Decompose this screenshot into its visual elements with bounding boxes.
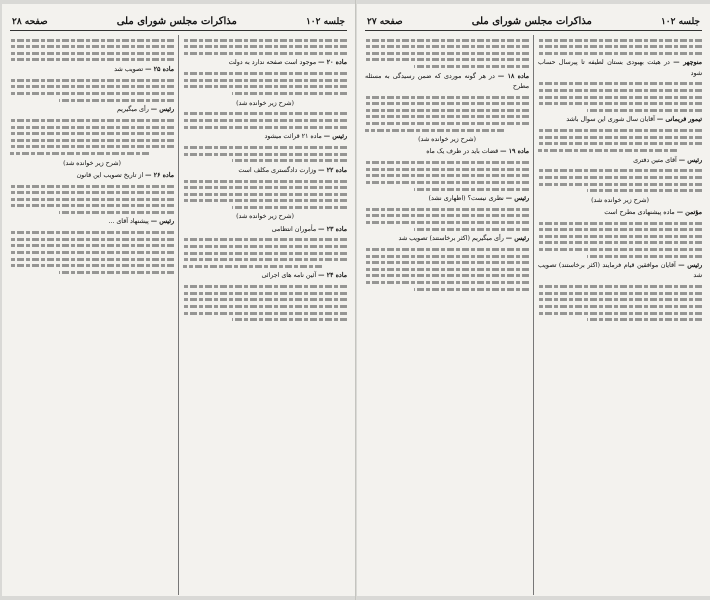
- text-line: [538, 82, 702, 85]
- text-line: [538, 96, 702, 99]
- text-line: [10, 79, 174, 82]
- speech-text: آقای متین دفتری: [633, 156, 677, 164]
- text-line: [365, 129, 504, 132]
- text-line: [365, 214, 529, 217]
- speech-text: نظری نیست؟ (اظهاری نشد): [428, 195, 504, 203]
- text-line: [10, 85, 174, 88]
- text-line: [183, 285, 347, 288]
- session-note: (شرح زیر خوانده شد): [236, 213, 294, 221]
- text-line: [10, 258, 174, 261]
- text-line: [183, 39, 347, 42]
- text-line: [183, 298, 347, 301]
- column-divider: [533, 35, 534, 595]
- text-line: [538, 149, 677, 152]
- text-line: [10, 145, 174, 148]
- speech-text: از تاریخ تصویب این قانون: [76, 171, 144, 179]
- text-columns: [365, 35, 702, 595]
- text-line: [414, 65, 529, 68]
- text-line: [10, 45, 174, 48]
- text-line: [10, 191, 174, 194]
- text-line: [538, 176, 702, 179]
- text-line: [365, 248, 529, 251]
- text-line: [59, 271, 174, 274]
- speaker-label: ماده ۲۰ —: [318, 59, 347, 67]
- text-line: [10, 52, 174, 55]
- text-line: [538, 241, 702, 244]
- speaker-label: ماده ۲۵ —: [145, 65, 174, 73]
- text-line: [10, 251, 174, 254]
- text-line: [365, 161, 529, 164]
- page-gutter: [355, 0, 357, 600]
- speech-text: پیشنهاد آقای ...: [108, 218, 149, 226]
- text-line: [587, 255, 702, 258]
- speaker-label: رئیس —: [323, 133, 347, 141]
- speaker-label: ماده ۲۳ —: [318, 225, 347, 233]
- text-line: [365, 255, 529, 258]
- page-title: مذاکرات مجلس شورای ملی: [471, 16, 592, 27]
- text-line: [365, 52, 529, 55]
- text-line: [183, 292, 347, 295]
- text-line: [538, 136, 702, 139]
- text-line: [10, 264, 174, 267]
- speech-text: وزارت دادگستری مکلف است: [238, 166, 317, 174]
- text-line: [365, 181, 529, 184]
- speech-text: ماده پیشنهادی مطرح است: [604, 208, 675, 216]
- text-line: [414, 288, 529, 291]
- session-label: جلسه ۱۰۲: [305, 17, 345, 27]
- text-line: [183, 186, 347, 189]
- session-note: (شرح زیر خوانده شد): [63, 159, 121, 167]
- column-divider: [178, 35, 179, 595]
- text-line: [538, 169, 702, 172]
- text-line: [183, 45, 347, 48]
- text-line: [365, 96, 529, 99]
- speaker-label: ماده ۲۲ —: [318, 166, 347, 174]
- text-line: [10, 119, 174, 122]
- speech-text: تصویب شد: [114, 65, 144, 73]
- text-line: [232, 206, 347, 209]
- speaker-label: رئیس —: [150, 218, 174, 226]
- text-line: [10, 132, 174, 135]
- text-line: [183, 153, 347, 156]
- speaker-label: ماده ۱۸ —: [497, 72, 529, 80]
- text-line: [183, 72, 347, 75]
- text-line: [365, 221, 529, 224]
- speech-text: آقایان سال شوری این سوال باشد: [566, 116, 655, 124]
- page-header: [365, 10, 702, 31]
- text-line: [183, 199, 347, 202]
- text-line: [365, 261, 529, 264]
- text-line: [10, 185, 174, 188]
- text-line: [538, 142, 702, 145]
- text-line: [183, 112, 347, 115]
- speaker-label: ماده ۲۶ —: [145, 171, 174, 179]
- text-line: [365, 122, 529, 125]
- text-line: [183, 119, 347, 122]
- speaker-label: تیمور فریمانی —: [656, 116, 702, 124]
- speech-text: ماده ۲۱ قرائت میشود: [264, 133, 322, 141]
- text-line: [587, 109, 702, 112]
- text-line: [365, 208, 529, 211]
- text-line: [232, 92, 347, 95]
- text-line: [10, 238, 174, 241]
- speaker-label: رئیس —: [505, 195, 529, 203]
- text-line: [232, 159, 347, 162]
- page-header: [10, 10, 347, 31]
- speech-text: آئین نامه های اجرائی: [261, 272, 317, 280]
- text-columns: [10, 35, 347, 595]
- page-number: صفحه ۲۷: [367, 17, 403, 27]
- text-line: [538, 52, 702, 55]
- text-line: [538, 292, 702, 295]
- text-line: [10, 204, 174, 207]
- text-line: [365, 174, 529, 177]
- text-line: [10, 39, 174, 42]
- text-line: [232, 318, 347, 321]
- text-line: [59, 99, 174, 102]
- text-line: [365, 39, 529, 42]
- text-line: [414, 188, 529, 191]
- text-line: [183, 312, 347, 315]
- text-line: [365, 115, 529, 118]
- column-right: [183, 35, 347, 595]
- speech-text: آقایان موافقین قیام فرمایند (اکثر برخاستند) تصویب شد: [538, 262, 702, 280]
- text-line: [183, 252, 347, 255]
- text-line: [587, 318, 702, 321]
- session-note: (شرح زیر خوانده شد): [591, 196, 649, 204]
- text-line: [538, 102, 702, 105]
- speaker-label: مؤتمن —: [676, 208, 702, 216]
- session-note: (شرح زیر خوانده شد): [236, 99, 294, 107]
- text-line: [365, 109, 529, 112]
- speech-text: در هر گونه موردی که ضمن رسیدگی به مسئله مطرح: [365, 72, 529, 90]
- text-line: [538, 305, 702, 308]
- text-line: [538, 298, 702, 301]
- page-number: صفحه ۲۸: [12, 17, 48, 27]
- speaker-label: رئیس —: [678, 262, 702, 270]
- speaker-label: رئیس —: [150, 106, 174, 114]
- session-label: جلسه ۱۰۲: [660, 17, 700, 27]
- text-line: [414, 228, 529, 231]
- text-line: [538, 89, 702, 92]
- text-line: [10, 244, 174, 247]
- text-line: [538, 129, 702, 132]
- text-line: [365, 58, 529, 61]
- page-title: مذاکرات مجلس شورای ملی: [116, 16, 237, 27]
- text-line: [538, 183, 702, 186]
- text-line: [183, 85, 347, 88]
- text-line: [538, 285, 702, 288]
- text-line: [538, 39, 702, 42]
- text-line: [587, 189, 702, 192]
- text-line: [183, 79, 347, 82]
- text-line: [10, 92, 174, 95]
- text-line: [183, 305, 347, 308]
- text-line: [365, 102, 529, 105]
- speech-text: موجود است صفحه ندارد به دولت: [228, 59, 317, 67]
- text-line: [365, 45, 529, 48]
- column-left: [10, 35, 174, 595]
- text-line: [538, 235, 702, 238]
- text-line: [183, 245, 347, 248]
- text-line: [183, 126, 347, 129]
- page-right: [357, 4, 710, 596]
- text-line: [10, 58, 174, 61]
- speaker-label: رئیس —: [678, 156, 702, 164]
- text-line: [10, 152, 149, 155]
- speech-text: در هیئت بهبودی بستان لطیفه تا پیرسال حساب شود: [538, 59, 702, 77]
- text-line: [365, 168, 529, 171]
- column-left: [365, 35, 529, 595]
- speech-text: رأی میگیریم: [116, 106, 149, 114]
- text-line: [10, 198, 174, 201]
- page-left: [2, 4, 355, 596]
- text-line: [365, 268, 529, 271]
- speaker-label: رئیس —: [505, 235, 529, 243]
- text-line: [183, 238, 347, 241]
- speaker-label: ماده ۲۴ —: [318, 272, 347, 280]
- text-line: [183, 193, 347, 196]
- text-line: [365, 274, 529, 277]
- speech-text: مأموران انتظامی: [271, 225, 317, 233]
- text-line: [538, 312, 702, 315]
- speech-text: رأی میگیریم (اکثر برخاستند) تصویب شد: [398, 235, 504, 243]
- text-line: [10, 231, 174, 234]
- text-line: [183, 180, 347, 183]
- session-note: (شرح زیر خوانده شد): [418, 136, 476, 144]
- speaker-label: ماده ۱۹ —: [500, 148, 529, 156]
- text-line: [538, 228, 702, 231]
- text-line: [365, 281, 529, 284]
- column-right: [538, 35, 702, 595]
- text-line: [183, 258, 347, 261]
- speech-text: قضات باید در ظرف یک ماه: [426, 148, 499, 156]
- text-line: [538, 222, 702, 225]
- text-line: [183, 52, 347, 55]
- text-line: [59, 211, 174, 214]
- text-line: [183, 265, 322, 268]
- text-line: [538, 45, 702, 48]
- speaker-label: منوچهر —: [673, 59, 702, 67]
- text-line: [183, 146, 347, 149]
- text-line: [10, 139, 174, 142]
- text-line: [10, 126, 174, 129]
- text-line: [538, 248, 702, 251]
